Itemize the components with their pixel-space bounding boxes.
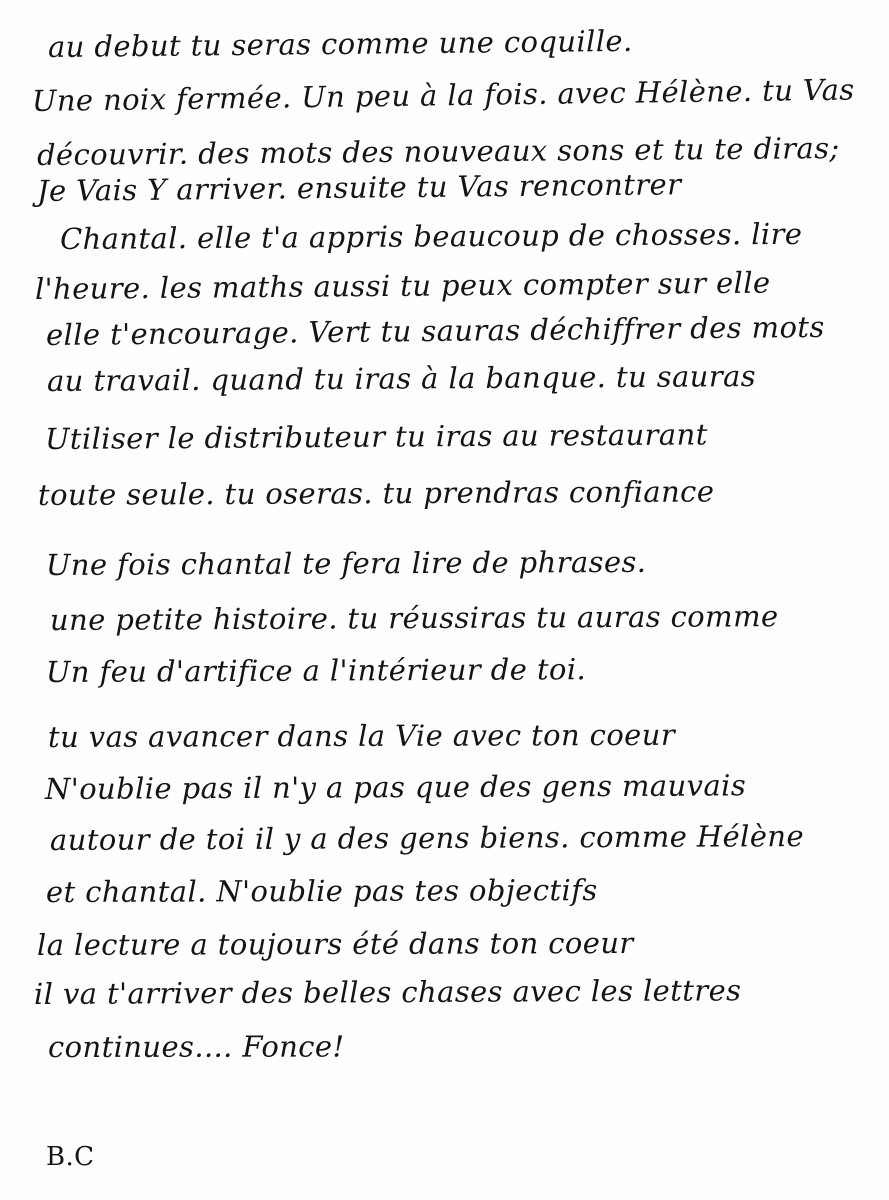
letter-line-14: tu vas avancer dans la Vie avec ton coeur [47, 717, 676, 754]
letter-line-10: toute seule. tu oseras. tu prendras confiance [37, 474, 715, 512]
signature: B.C [46, 1142, 95, 1172]
letter-line-17: et chantal. N'oublie pas tes objectifs [45, 873, 598, 909]
letter-line-16: autour de toi il y a des gens biens. comme Hélène [49, 819, 805, 857]
letter-line-3: découvrir. des mots des nouveaux sons et tu te diras; [36, 130, 840, 172]
letter-line-19: il va t'arriver des belles chases avec les lettres [33, 973, 742, 1011]
letter-line-1: au debut tu seras comme une coquille. [47, 23, 633, 64]
letter-line-2: Une noix fermée. Un peu à la fois. avec Hélène. tu Vas [31, 72, 855, 118]
letter-line-7: elle t'encourage. Vert tu sauras déchiffrer des mots [45, 309, 825, 352]
letter-line-15: N'oublie pas il n'y a pas que des gens mauvais [44, 768, 747, 806]
letter-line-4: Je Vais Y arriver. ensuite tu Vas rencontrer [36, 167, 682, 208]
letter-line-9: Utiliser le distributeur tu iras au restaurant [44, 417, 708, 456]
letter-line-20: continues.... Fonce! [47, 1029, 345, 1064]
letter-line-11: Une fois chantal te fera lire de phrases. [45, 544, 647, 582]
letter-line-13: Un feu d'artifice a l'intérieur de toi. [45, 652, 587, 689]
letter-line-5: Chantal. elle t'a appris beaucoup de chosses. lire [59, 216, 803, 256]
letter-line-12: une petite histoire. tu réussiras tu auras comme [49, 599, 779, 637]
letter-line-18: la lecture a toujours été dans ton coeur [36, 925, 634, 962]
letter-line-8: au travail. quand tu iras à la banque. tu sauras [46, 359, 757, 398]
letter-line-6: l'heure. les maths aussi tu peux compter sur elle [34, 265, 771, 306]
